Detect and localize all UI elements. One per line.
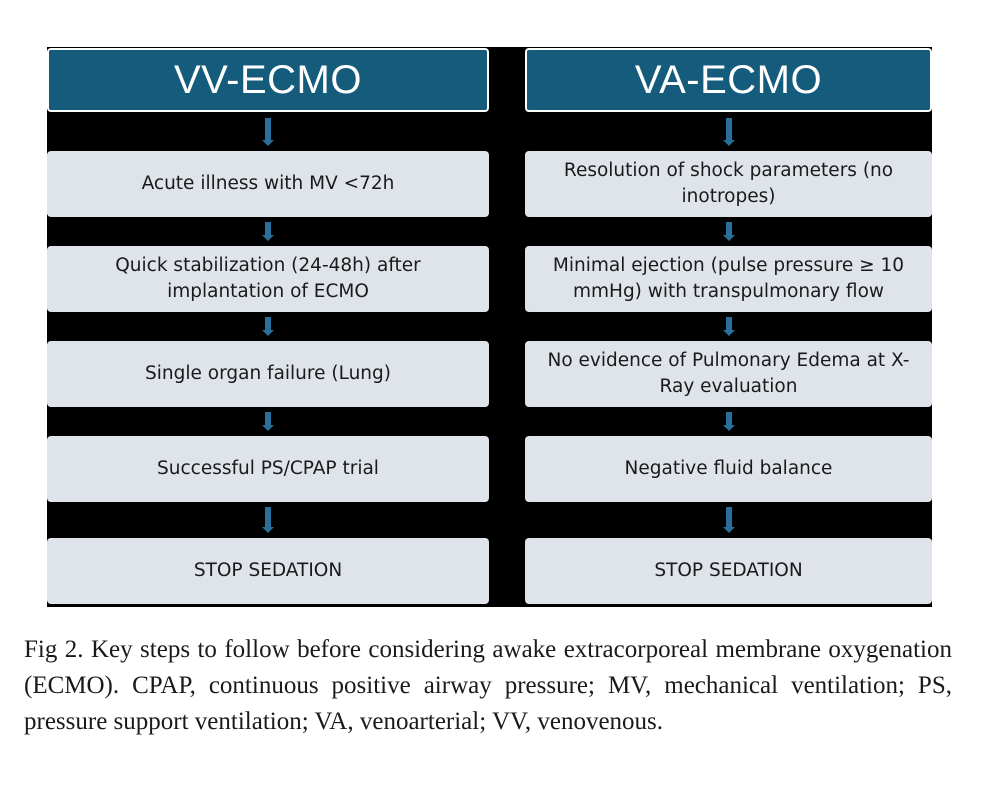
va-down-arrow-icon-5 (722, 507, 736, 533)
vv-step-1: Acute illness with MV <72h (47, 151, 489, 217)
va-down-arrow-icon-1 (722, 118, 736, 146)
va-down-arrow-icon-4 (722, 412, 736, 431)
vv-down-arrow-icon-1 (261, 118, 275, 146)
vv-step-4: Successful PS/CPAP trial (47, 436, 489, 502)
figure-caption: Fig 2. Key steps to follow before considering awake extracorporeal membrane oxygenation (ECMO). CPAP, continuous positive airway pressure; MV, mechanical ventilation; PS, pressure support ventilation; VA, venoarterial; VV, venovenous. (24, 636, 952, 735)
va-down-arrow-icon-3 (722, 317, 736, 336)
va-ecmo-column (525, 47, 932, 607)
va-step-1: Resolution of shock parameters (no inotropes) (525, 151, 932, 217)
vv-down-arrow-icon-3 (261, 317, 275, 336)
va-step-2: Minimal ejection (pulse pressure ≥ 10 mmHg) with transpulmonary flow (525, 246, 932, 312)
vv-step-2: Quick stabilization (24-48h) after implantation of ECMO (47, 246, 489, 312)
va-step-3: No evidence of Pulmonary Edema at X-Ray evaluation (525, 341, 932, 407)
va-step-5: STOP SEDATION (525, 538, 932, 604)
va-ecmo-header: VA-ECMO (525, 48, 932, 112)
vv-down-arrow-icon-5 (261, 507, 275, 533)
va-step-4: Negative fluid balance (525, 436, 932, 502)
vv-step-3: Single organ failure (Lung) (47, 341, 489, 407)
flow-diagram (47, 47, 932, 607)
vv-ecmo-column (47, 47, 489, 607)
vv-down-arrow-icon-2 (261, 222, 275, 241)
vv-step-5: STOP SEDATION (47, 538, 489, 604)
vv-ecmo-header: VV-ECMO (47, 48, 489, 112)
va-down-arrow-icon-2 (722, 222, 736, 241)
vv-down-arrow-icon-4 (261, 412, 275, 431)
